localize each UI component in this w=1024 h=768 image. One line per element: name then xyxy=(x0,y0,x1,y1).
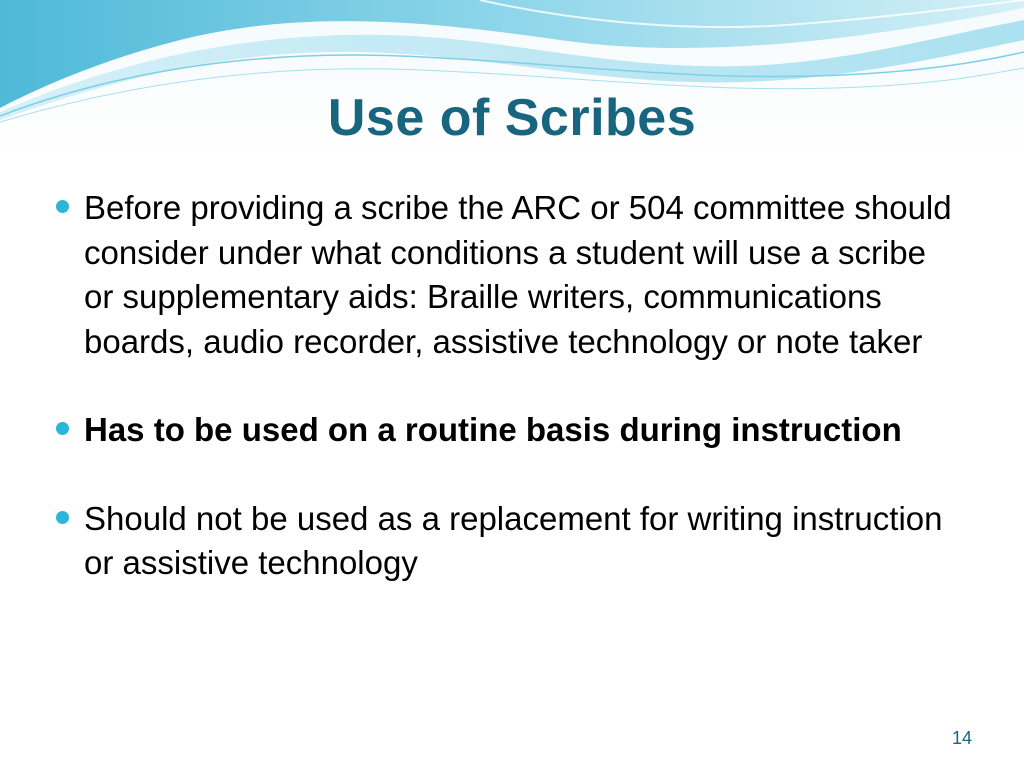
bullet-dot-icon xyxy=(56,511,69,524)
bullet-text: Should not be used as a replacement for writing instruction or assistive technology xyxy=(84,499,943,581)
bullet-list xyxy=(56,186,956,586)
bullet-item xyxy=(56,408,956,453)
bullet-dot-icon xyxy=(56,200,69,213)
bullet-dot-icon xyxy=(56,422,69,435)
slide-title: Use of Scribes xyxy=(327,89,697,147)
bullet-text: Before providing a scribe the ARC or 504 committee should consider under what conditions a student will use a scribe or supplementary aids: Braille writers, communications boards, audio recorder, assistive technology or note taker xyxy=(84,189,952,360)
bullet-item xyxy=(56,186,956,364)
page-number: 14 xyxy=(951,728,972,748)
bullet-item xyxy=(56,497,956,586)
bullet-text: Has to be used on a routine basis during instruction xyxy=(84,411,902,448)
